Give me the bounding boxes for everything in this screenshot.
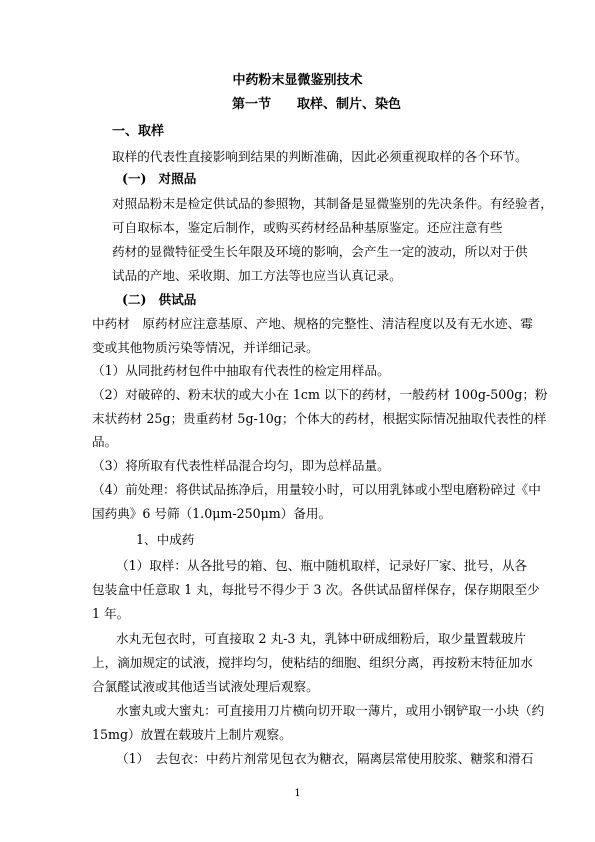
text-line: 可自取标本，鉴定后制作，或购买药材经品种基原鉴定。还应注意有些 <box>112 220 503 235</box>
section-heading <box>232 97 401 113</box>
subheading-title: 供试品 <box>158 292 197 307</box>
text-line: 药材的显微特征受生长年限及环境的影响，会产生一定的波动，所以对于供 <box>112 244 528 259</box>
text-line: （4）前处理：将供试品拣净后，用量较小时，可以用乳钵或小型电磨粉碎过《中 <box>92 482 541 497</box>
text-line: 变或其他物质污染等情况，并详细记录。 <box>92 340 319 355</box>
page-number: 1 <box>294 788 301 799</box>
document-title: 中药粉末显微鉴别技术 <box>232 73 363 88</box>
text-line: 合氯醛试液或其他适当试液处理后观察。 <box>92 679 319 694</box>
text-line: 包装盒中任意取 1 丸，每批号不得少于 3 次。各供试品留样保存，保存期限至少 <box>92 582 540 597</box>
heading-sampling: 一、取样 <box>112 124 165 139</box>
subheading-number: (一) <box>122 171 147 186</box>
intro-paragraph: 取样的代表性直接影响到结果的判断准确，因此必须重视取样的各个环节。 <box>112 149 528 164</box>
text-line: 末状药材 25g；贵重药材 5g-10g；个体大的药材，根据实际情况抽取代表性的样 <box>92 411 547 426</box>
subheading-patent-medicine: 1、中成药 <box>136 532 195 547</box>
text-line: （2）对破碎的、粉末状的或大小在 1cm 以下的药材，一般药材 100g-500g；粉 <box>92 387 548 402</box>
subheading-sample <box>122 292 196 308</box>
subheading-number: (二) <box>122 292 147 307</box>
text-line: 1 年。 <box>92 606 130 621</box>
text-line: （1）从同批药材包件中抽取有代表性的检定用样品。 <box>92 363 390 378</box>
text-line: 中药材 原药材应注意基原、产地、规格的完整性、清洁程度以及有无水迹、霉 <box>92 316 533 331</box>
section-number: 第一节 <box>232 97 272 112</box>
text-line: 15mg）放置在载玻片上制片观察。 <box>92 727 292 742</box>
text-line: （1）取样：从各批号的箱、包、瓶中随机取样，记录好厂家、批号，从各 <box>116 558 528 573</box>
text-line: 上，滴加规定的试液，搅拌均匀，使粘结的细胞、组织分离，再按粉末特征加水 <box>92 655 533 670</box>
text-line: 品。 <box>92 434 118 449</box>
section-title: 取样、制片、染色 <box>297 97 402 112</box>
text-line: 对照品粉末是检定供试品的参照物，其制备是显微鉴别的先决条件。有经验者， <box>112 196 553 211</box>
text-line: 国药典》6 号筛（1.0μm-250μm）备用。 <box>92 506 332 521</box>
text-line: 试品的产地、采收期、加工方法等也应当认真记录。 <box>112 268 402 283</box>
text-line: 水丸无包衣时，可直接取 2 丸-3 丸，乳钵中研成细粉后，取少量置载玻片 <box>116 631 527 646</box>
text-line: （1） 去包衣：中药片剂常见包衣为糖衣，隔离层常使用胶浆、糖浆和滑石 <box>116 751 534 766</box>
subheading-reference <box>122 171 196 187</box>
text-line: （3）将所取有代表性样品混合均匀，即为总样品量。 <box>92 458 390 473</box>
subheading-title: 对照品 <box>158 171 197 186</box>
text-line: 水蜜丸或大蜜丸：可直接用刀片横向切开取一薄片，或用小钢铲取一小块（约 <box>116 703 545 718</box>
